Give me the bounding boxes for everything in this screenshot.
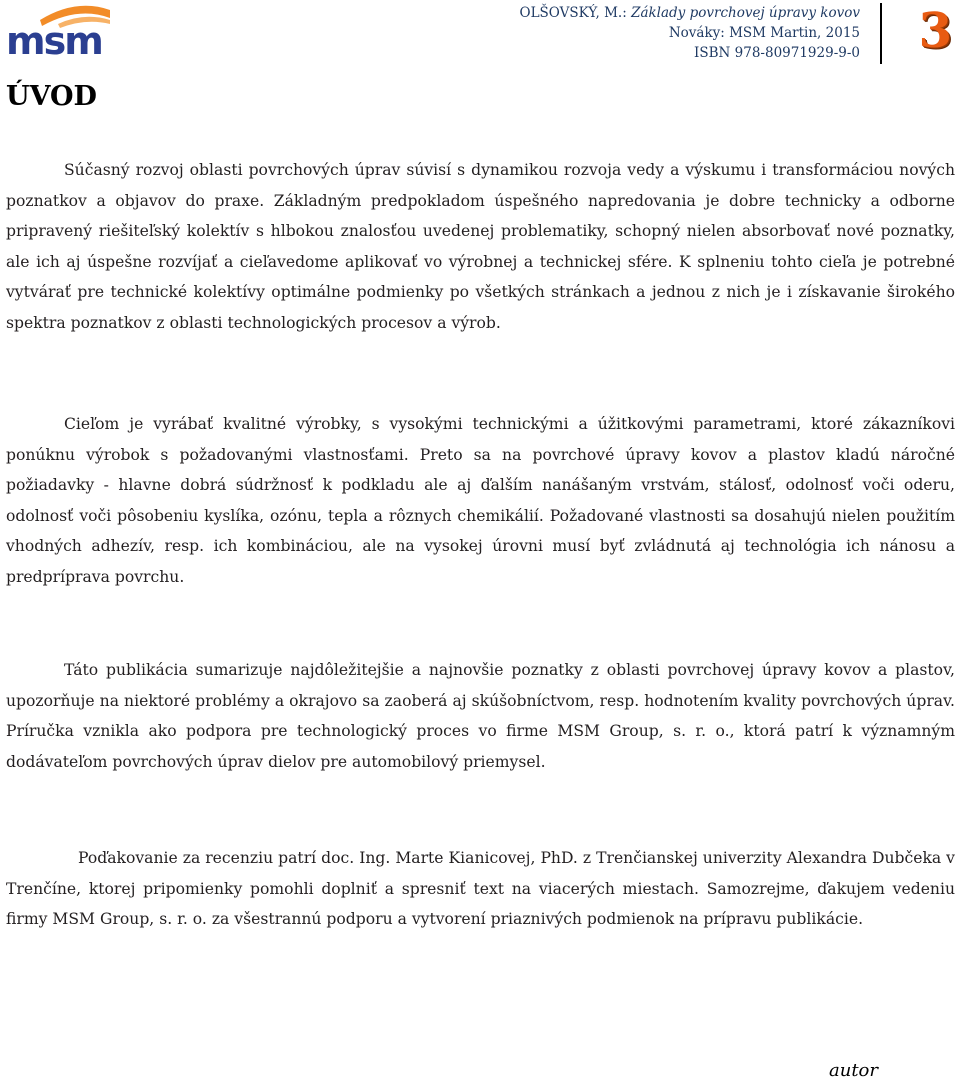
header-divider — [880, 3, 882, 64]
chapter-title: ÚVOD — [6, 81, 97, 112]
author-name: OLŠOVSKÝ, M.: — [519, 5, 632, 21]
book-title: Základy povrchovej úpravy kovov — [631, 5, 860, 21]
author-signature: autor — [829, 1060, 878, 1081]
paragraph-goal: Cieľom je vyrábať kvalitné výrobky, s vysokými technickými a úžitkovými parametrami, ktoré zákazníkovi ponúknu výrobok s požadovanými vlastnosťami. Preto sa na povrchové úpravy kovov a plastov kladú náročné požiadavky - hlavne dobrá súdržnosť k podkladu ale aj ďalším nanášaným vrstvám, stálosť, odolnosť voči oderu, odolnosť voči pôsobeniu kyslíka, ozónu, tepla a rôznych chemikálií. Požadované vlastnosti sa dosahujú nielen použitím vhodných adhezív, resp. ich kombináciou, ale na vysokej úrovni musí byť zvládnutá aj technológia ich nánosu a predpríprava povrchu. — [6, 415, 955, 586]
paragraph-acknowledgement: Poďakovanie za recenziu patrí doc. Ing. Marte Kianicovej, PhD. z Trenčianskej univerzity Alexandra Dubčeka v Trenčíne, ktorej pripomienky pomohli doplniť a spresniť text na viacerých miestach. Samozrejme, ďakujem vedeniu firmy MSM Group, s. r. o. za všestrannú podporu a vytvorení priaznivých podmienok na prípravu publikácie. — [6, 849, 955, 928]
publication-info — [520, 3, 860, 63]
publisher-line: Nováky: MSM Martin, 2015 — [668, 25, 860, 41]
paragraph-publication-summary: Táto publikácia sumarizuje najdôležitejšie a najnovšie poznatky z oblasti povrchovej úpravy kovov a plastov, upozorňuje na niektoré problémy a okrajovo sa zaoberá aj skúšobníctvom, resp. hodnotením kvality povrchových úprav. Príručka vznikla ako podpora pre technologický proces vo firme MSM Group, s. r. o., ktorá patrí k významným dodávateľom povrchových úprav dielov pre automobilový priemysel. — [6, 661, 955, 771]
isbn: ISBN 978-80971929-9-0 — [694, 45, 860, 61]
author-title-line — [520, 3, 860, 23]
msm-logo — [6, 4, 114, 64]
logo-wordmark: msm — [6, 19, 102, 63]
page-number: 3 — [918, 3, 952, 59]
paragraph-intro: Súčasný rozvoj oblasti povrchových úprav súvisí s dynamikou rozvoja vedy a výskumu i transformáciou nových poznatkov a objavov do praxe. Základným predpokladom úspešného napredovania je dobre technicky a odborne pripravený riešiteľský kolektív s hlbokou znalosťou uvedenej problematiky, schopný nielen absorbovať nové poznatky, ale ich aj úspešne rozvíjať a cieľavedome aplikovať vo výrobnej a technickej sfére. K splneniu tohto cieľa je potrebné vytvárať pre technické kolektívy optimálne podmienky po všetkých stránkach a jednou z nich je i získavanie širokého spektra poznatkov z oblasti technologických procesov a výrob. — [6, 161, 955, 332]
msm-logo-graphic — [6, 4, 114, 64]
